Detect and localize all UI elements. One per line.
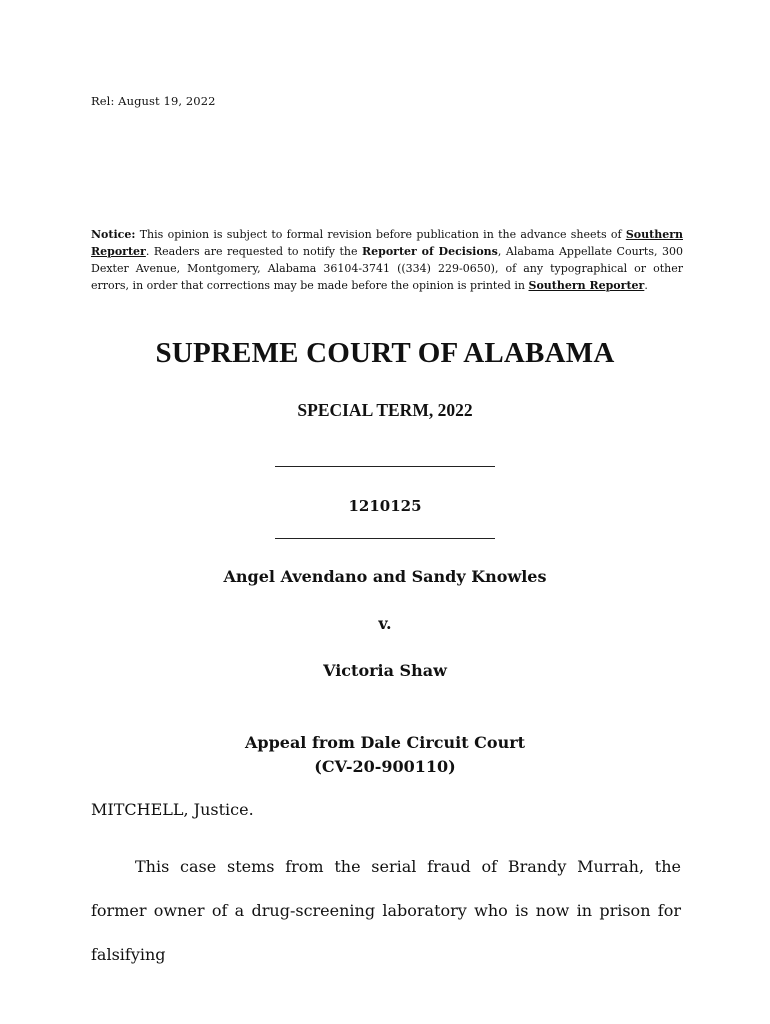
notice-text-2: . Readers are requested to notify the <box>145 245 362 258</box>
appeal-court: Appeal from Dale Circuit Court <box>244 733 526 752</box>
appeal-case-number: (CV-20-900110) <box>314 757 456 776</box>
term-heading: SPECIAL TERM, 2022 <box>297 400 473 420</box>
notice-label: Notice: <box>91 228 136 241</box>
appeal-heading <box>0 731 770 779</box>
appellee: Victoria Shaw <box>323 661 447 680</box>
authoring-justice: MITCHELL, Justice. <box>91 800 254 819</box>
appellants: Angel Avendano and Sandy Knowles <box>223 567 547 586</box>
versus: v. <box>378 614 392 633</box>
notice-text-3: , Alabama Appellate Courts, 300 Dexter Avenue, Montgomery, Alabama 36104-3741 ((334) 229-0650), of any typographical or other errors, in order that corrections may be made before the opinion is printed in <box>91 245 683 292</box>
opinion-body-paragraph: This case stems from the serial fraud of Brandy Murrah, the former owner of a drug-screening laboratory who is now in prison for falsifying <box>91 857 681 964</box>
notice-paragraph <box>91 226 683 294</box>
court-title: SUPREME COURT OF ALABAMA <box>155 337 615 369</box>
reporter-of-decisions: Reporter of Decisions <box>361 245 498 258</box>
divider-top <box>275 466 495 467</box>
notice-text-4: . <box>644 279 648 292</box>
notice-text-1: This opinion is subject to formal revision before publication in the advance sheets of <box>135 228 626 241</box>
southern-reporter-ref-1: Southern Reporter <box>91 228 683 258</box>
docket-number: 1210125 <box>348 497 422 515</box>
southern-reporter-ref-2: Southern Reporter <box>528 279 645 292</box>
divider-bottom <box>275 538 495 539</box>
release-date: Rel: August 19, 2022 <box>91 94 216 108</box>
